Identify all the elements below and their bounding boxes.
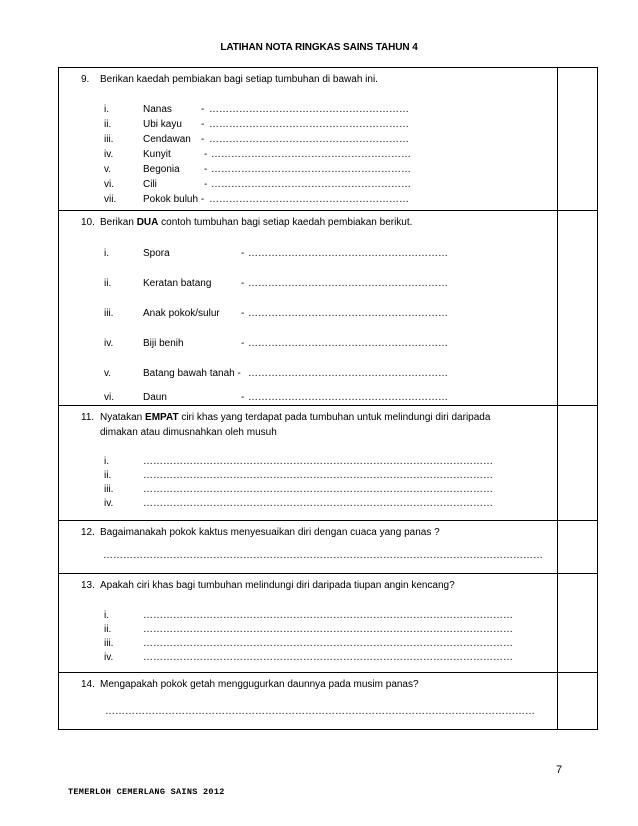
question-14-text: 14. Mengapakah pokok getah menggugurkan daunnya pada musim panas? [81,679,419,690]
question-cell [59,673,558,730]
answer-line: ………………………………………………………………………………………………………………… [105,706,535,717]
marks-cell [558,574,598,673]
question-row-11 [59,406,598,521]
question-13-text: 13. Apakah ciri khas bagi tumbuhan melindungi diri daripada tiupan angin kencang? [81,580,455,591]
question-12-text: 12. Bagaimanakah pokok kaktus menyesuaikan diri dengan cuaca yang panas ? [81,527,440,538]
question-9-text: 9. Berikan kaedah pembiakan bagi setiap tumbuhan di bawah ini. [81,74,378,85]
question-11-text-line2: dimakan atau dimusnahkan oleh musuh [100,427,277,438]
page-number: 7 [556,764,563,776]
marks-cell [558,406,598,521]
question-cell: 9. Berikan kaedah pembiakan bagi setiap tumbuhan di bawah ini. i. Nanas - …………………………………………………… ii. Ubi kayu - …………………………………………………… iii. Cendawan - …………………………………………………… iv. Kunyit - …………………………………………………… v. Begonia - …………………………………………………… vi. Cili - …………………………………………………… vii. Pokok buluh - …………………………………………………… [59,68,558,211]
marks-cell [558,68,598,211]
question-row-13 [59,574,598,673]
question-11-text: 11. Nyatakan EMPAT ciri khas yang terdapat pada tumbuhan untuk melindungi diri daripada [81,412,491,423]
question-row-10 [59,211,598,406]
footer-text: TEMERLOH CEMERLANG SAINS 2012 [68,787,225,797]
question-row-14 [59,673,598,730]
marks-cell [558,673,598,730]
question-cell: 11. Nyatakan EMPAT ciri khas yang terdapat pada tumbuhan untuk melindungi diri daripada dimakan atau dimusnahkan oleh musuh i. …………………………………………………………………………………………… ii. …………………………………………………………………………………………… iii. …………………………………………………………………………………………… iv. …………………………………………………………………………………………… [59,406,558,521]
question-table [58,67,598,730]
question-10-text: 10. Berikan DUA contoh tumbuhan bagi setiap kaedah pembiakan berikut. [81,217,413,228]
page-title: LATIHAN NOTA RINGKAS SAINS TAHUN 4 [220,42,418,53]
question-cell [59,521,558,574]
question-cell: 13. Apakah ciri khas bagi tumbuhan melindungi diri daripada tiupan angin kencang? i. ………………………………………………………………………………………………… ii. ………………………………………………………………………………………………… iii. ………………………………………………………………………………………………… iv. ………………………………………………………………………………………………… [59,574,558,673]
question-row-12 [59,521,598,574]
marks-cell [558,211,598,406]
marks-cell [558,521,598,574]
question-cell: 10. Berikan DUA contoh tumbuhan bagi setiap kaedah pembiakan berikut. i. Spora - …………………………………………………… ii. Keratan batang - …………………………………………………… iii. Anak pokok/sulur - …………………………………………………… iv. Biji benih - …………………………………………………… v. Batang bawah tanah - …………………………………………………… vi. Daun - …………………………………………………… [59,211,558,406]
answer-line: …………………………………………………………………………………………………………………… [103,550,543,561]
question-row-9 [59,68,598,211]
